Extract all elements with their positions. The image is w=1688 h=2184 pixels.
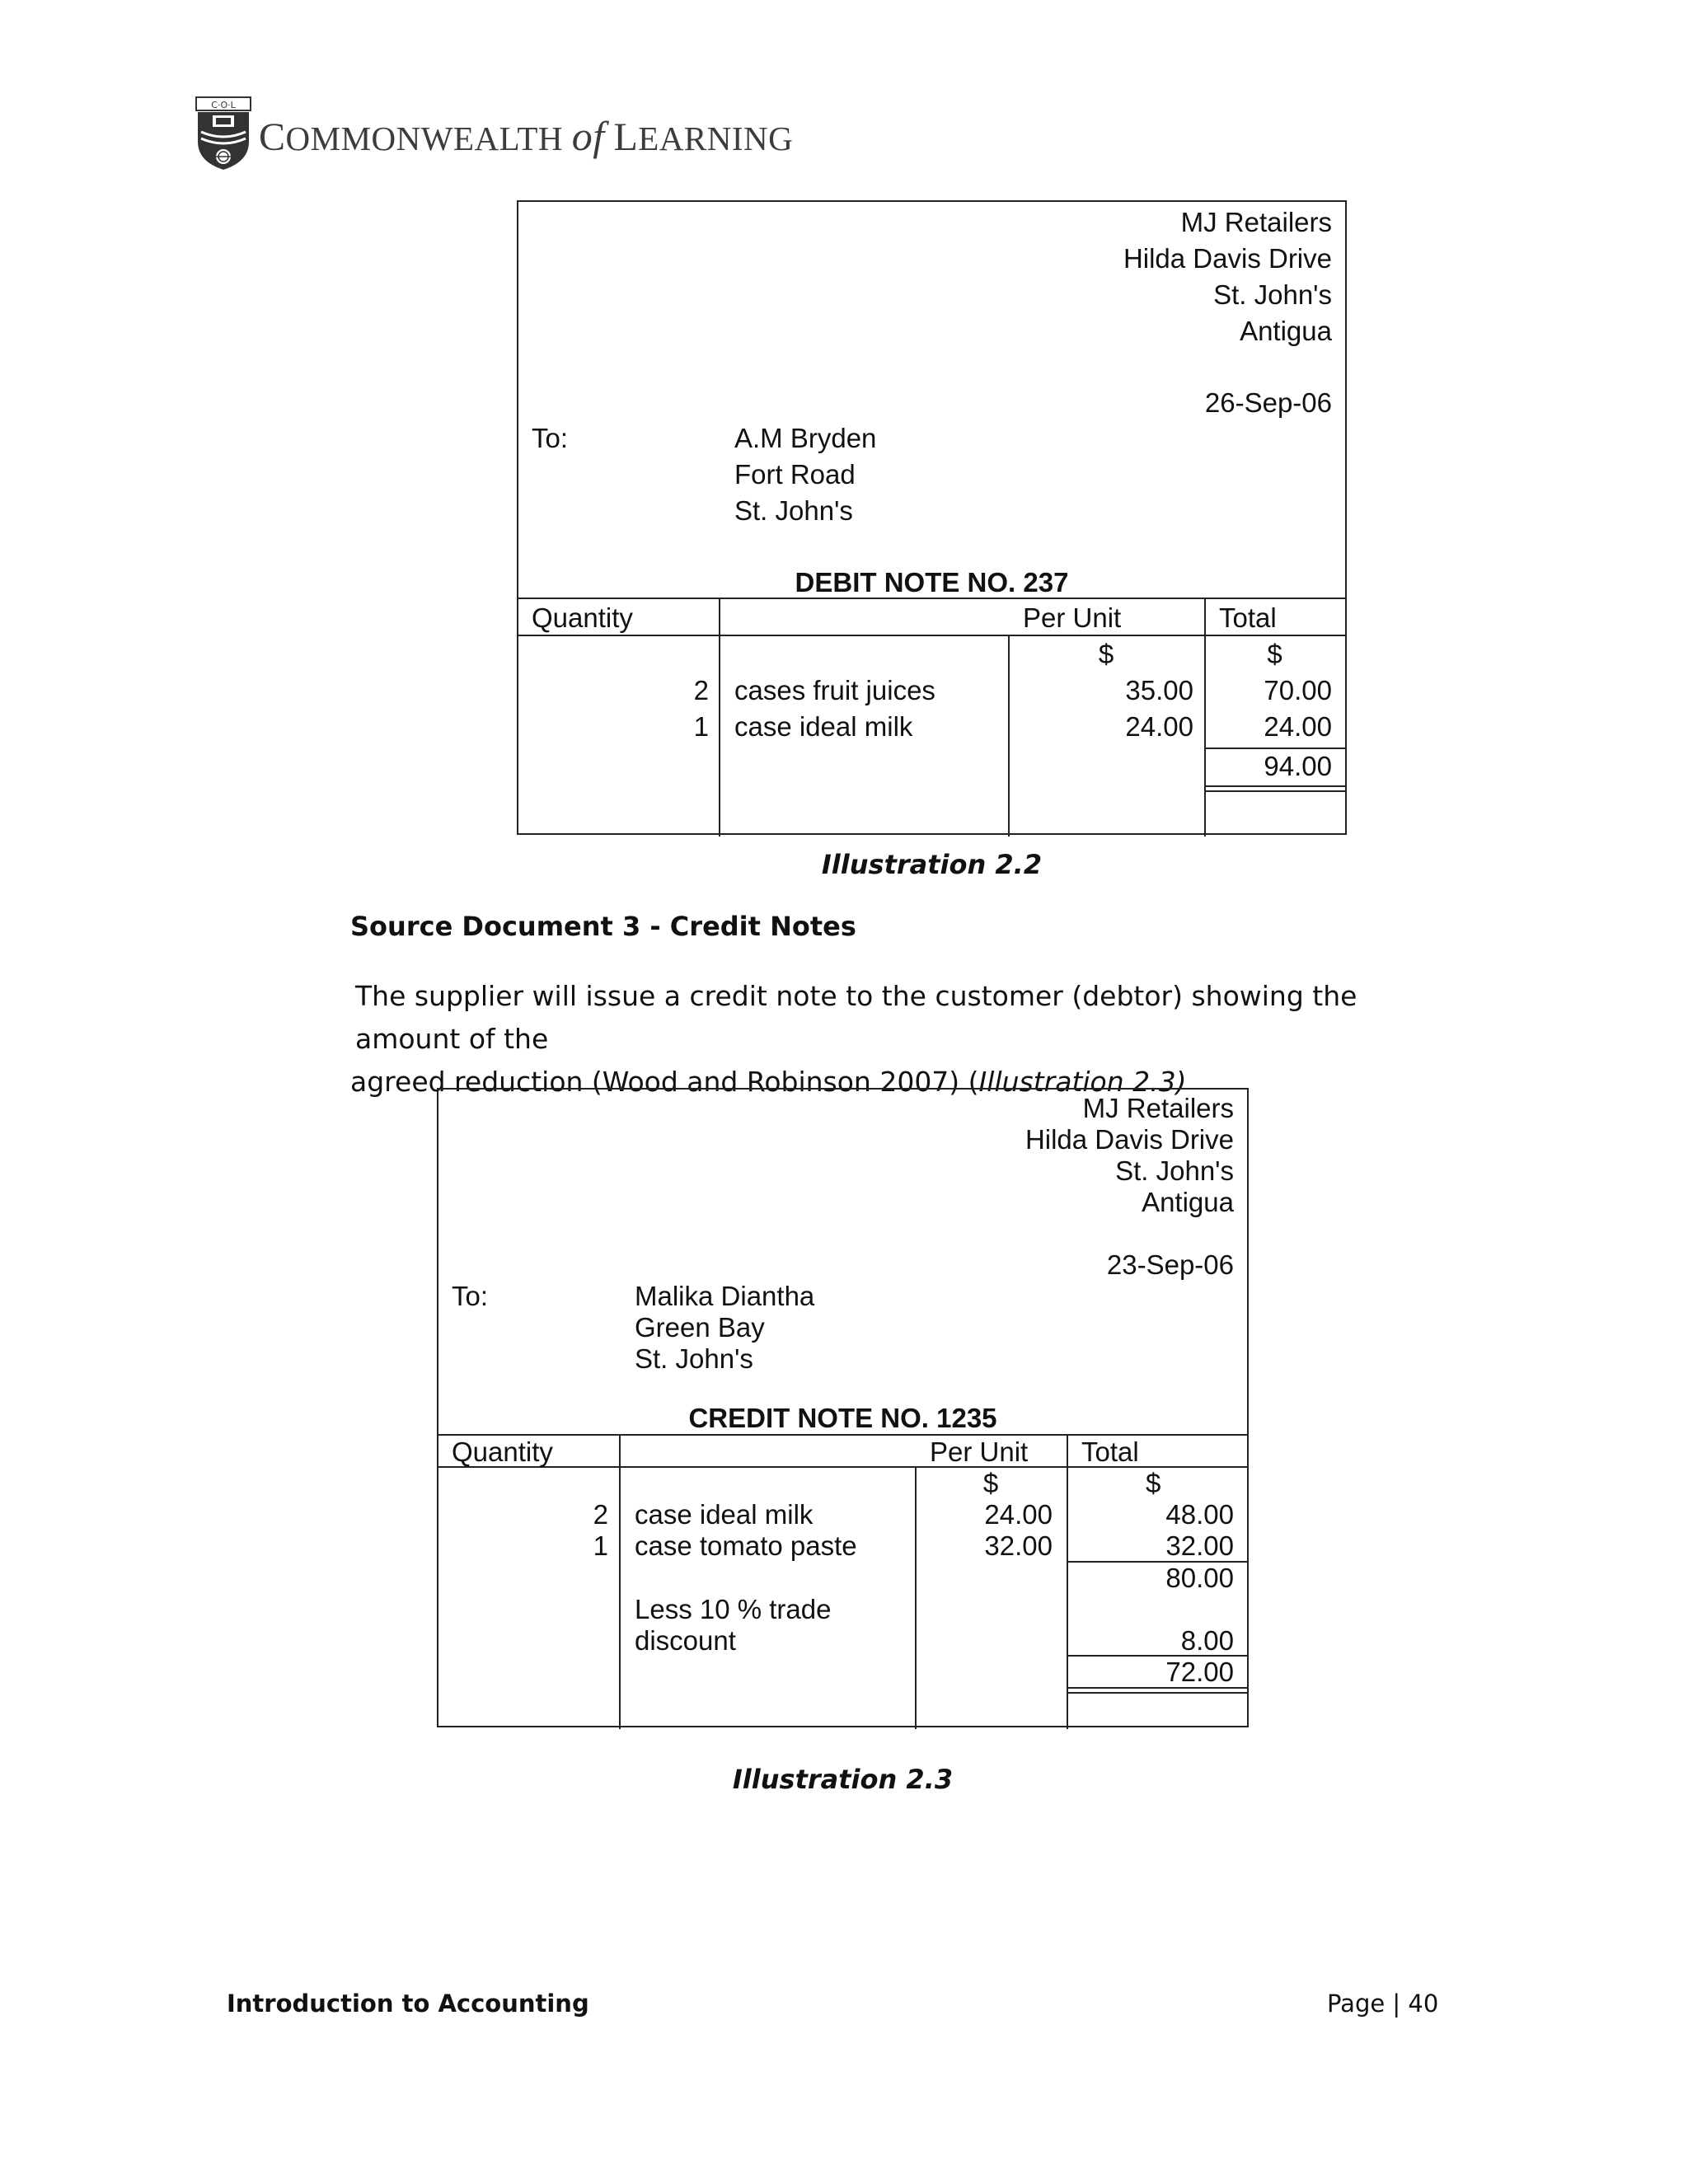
seller-line: St. John's (1213, 279, 1332, 310)
seller-line: Antigua (1142, 1187, 1234, 1217)
debit-note (517, 200, 1347, 835)
item-total: 70.00 (1264, 675, 1332, 705)
item-desc: case ideal milk (734, 711, 913, 742)
svg-text:C·O·L: C·O·L (211, 100, 236, 110)
seller-line: MJ Retailers (1180, 207, 1332, 237)
customer-line: Malika Diantha (635, 1281, 815, 1311)
item-desc: case ideal milk (635, 1499, 814, 1530)
item-qty: 1 (693, 711, 709, 742)
grand-total: 72.00 (1165, 1657, 1234, 1687)
item-qty: 2 (693, 675, 709, 705)
section-heading: Source Document 3 - Credit Notes (350, 911, 856, 942)
col-per-unit: Per Unit (1023, 602, 1122, 633)
footer-title: Introduction to Accounting (227, 1990, 589, 2018)
customer-line: A.M Bryden (734, 423, 877, 453)
subtotal: 80.00 (1165, 1563, 1234, 1593)
note-title: CREDIT NOTE NO. 1235 (688, 1403, 997, 1433)
currency-symbol: $ (1267, 639, 1282, 669)
col-quantity: Quantity (532, 602, 633, 633)
item-total: 32.00 (1165, 1530, 1234, 1561)
item-unit: 24.00 (984, 1499, 1053, 1530)
item-qty: 1 (593, 1530, 608, 1561)
body-paragraph (350, 975, 1463, 1104)
credit-note (437, 1088, 1249, 1727)
discount-label: Less 10 % trade (635, 1594, 832, 1624)
item-unit: 24.00 (1125, 711, 1193, 742)
to-label: To: (452, 1281, 489, 1311)
logo-wordmark: COMMONWEALTH of LEARNING (259, 113, 794, 159)
seller-line: Antigua (1240, 316, 1332, 346)
currency-symbol: $ (1098, 639, 1114, 669)
item-unit: 35.00 (1125, 675, 1193, 705)
grand-total: 94.00 (1264, 751, 1332, 781)
seller-line: Hilda Davis Drive (1025, 1124, 1234, 1155)
seller-line: St. John's (1115, 1155, 1234, 1186)
currency-symbol: $ (982, 1468, 999, 1498)
seller-line: MJ Retailers (1082, 1093, 1234, 1123)
item-desc: cases fruit juices (734, 675, 935, 705)
customer-line: Fort Road (734, 459, 856, 490)
col-crest-icon (195, 96, 252, 171)
to-label: To: (532, 423, 569, 453)
item-qty: 2 (593, 1499, 608, 1530)
item-total: 24.00 (1264, 711, 1332, 742)
illustration-caption: Illustration 2.3 (732, 1764, 954, 1795)
seller-line: Hilda Davis Drive (1123, 243, 1332, 274)
col-total: Total (1219, 602, 1277, 633)
item-unit: 32.00 (984, 1530, 1053, 1561)
item-desc: case tomato paste (635, 1530, 857, 1561)
col-logo (195, 96, 794, 171)
note-title: DEBIT NOTE NO. 237 (795, 567, 1069, 598)
illustration-caption: Illustration 2.2 (821, 849, 1043, 880)
paragraph-line: The supplier will issue a credit note to the customer (debtor) showing the amount of the (355, 980, 1357, 1055)
discount-label: discount (635, 1625, 736, 1656)
discount-amount: 8.00 (1180, 1625, 1234, 1656)
item-total: 48.00 (1165, 1499, 1234, 1530)
customer-line: Green Bay (635, 1312, 765, 1343)
col-total: Total (1081, 1436, 1139, 1467)
col-per-unit: Per Unit (930, 1436, 1029, 1467)
paragraph-line: agreed reduction (Wood and Robinson 2007) (Illustration 2.3) (350, 1066, 1187, 1098)
note-date: 26-Sep-06 (1204, 387, 1332, 418)
customer-line: St. John's (635, 1343, 753, 1374)
col-quantity: Quantity (452, 1436, 553, 1467)
note-date: 23-Sep-06 (1106, 1249, 1234, 1280)
page-number: Page | 40 (1327, 1990, 1439, 2018)
currency-symbol: $ (1146, 1468, 1161, 1498)
customer-line: St. John's (734, 495, 853, 526)
